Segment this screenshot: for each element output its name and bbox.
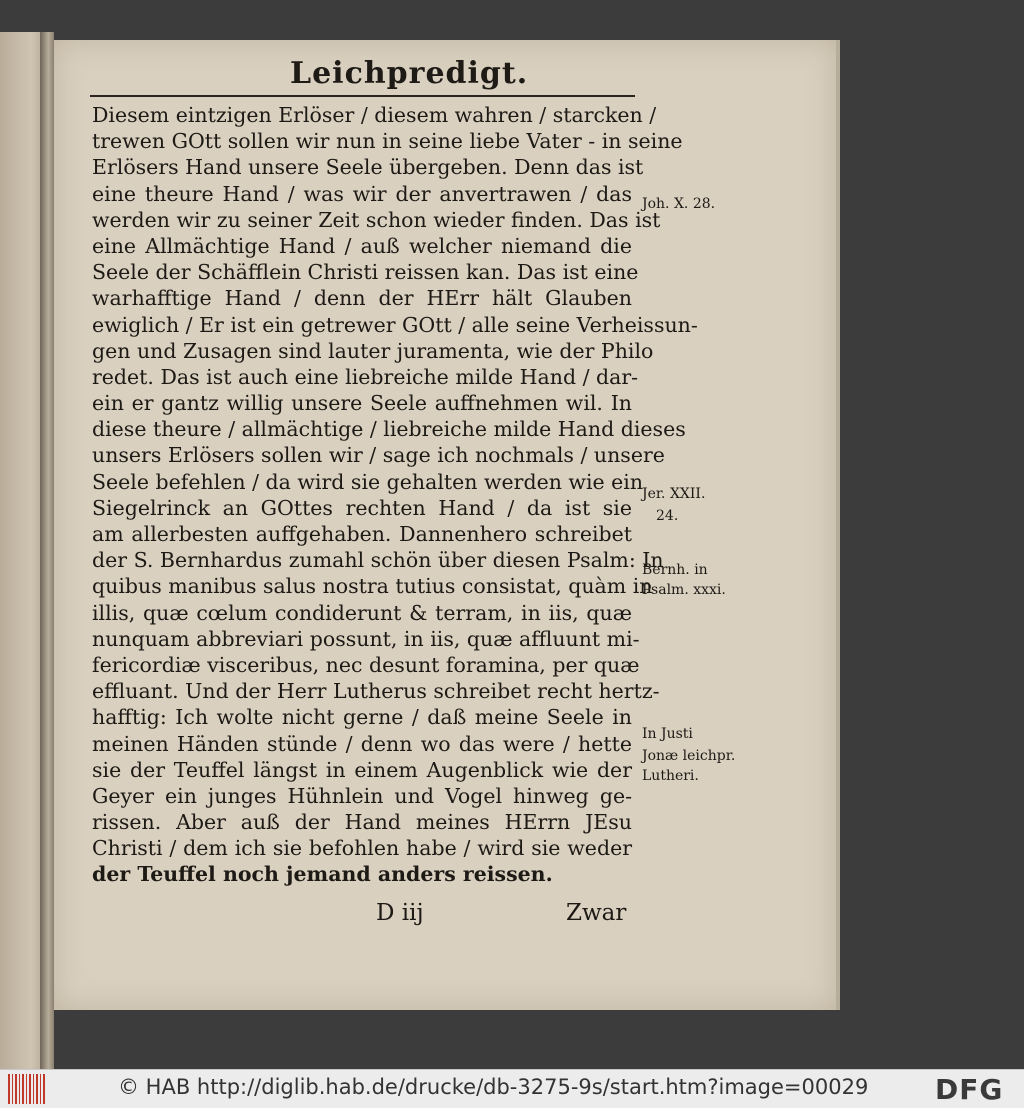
text-line: Siegelrinck an GOttes rechten Hand / da ist sie xyxy=(92,495,632,520)
text-line: rissen. Aber auß der Hand meines HErrn JEsu xyxy=(92,810,632,835)
text-line: Seele befehlen / da wird sie gehalten werden wie ein xyxy=(92,469,644,494)
text-line: redet. Das ist auch eine liebreiche milde Hand / dar- xyxy=(92,364,639,389)
footer-bar xyxy=(0,1069,1024,1108)
text-line: meinen Händen stünde / denn wo das were / hette xyxy=(92,731,632,756)
margin-note: Bernh. in xyxy=(642,562,708,578)
text-line: quibus manibus salus nostra tutius consistat, quàm in xyxy=(92,574,653,599)
text-line: trewen GOtt sollen wir nun in seine liebe Vater - in seine xyxy=(92,129,683,154)
text-line: Diesem eintzigen Erlöser / diesem wahren / starcken / xyxy=(92,103,657,127)
page-edge xyxy=(836,40,840,1010)
barcode-icon xyxy=(8,1074,46,1104)
copyright-link[interactable]: © HAB http://diglib.hab.de/drucke/db-3275-9s/start.htm?image=00029 xyxy=(118,1075,869,1099)
catchword: Zwar xyxy=(566,900,627,926)
text-line: fericordiæ visceribus, nec desunt foramina, per quæ xyxy=(92,652,640,677)
text-line: der S. Bernhardus zumahl schön über diesen Psalm: In xyxy=(92,548,664,573)
text-line: eine theure Hand / was wir der anvertrawen / das xyxy=(92,181,632,206)
text-line: hafftig: Ich wolte nicht gerne / daß meine Seele in xyxy=(92,705,632,730)
text-line: warhafftige Hand / denn der HErr hält Glauben xyxy=(92,286,632,311)
text-line: der Teuffel noch jemand anders reissen. xyxy=(92,862,553,887)
margin-note: Jonæ leichpr. xyxy=(642,748,736,764)
margin-note: Jer. XXII. xyxy=(642,486,706,502)
dfg-logo: DFG xyxy=(935,1073,1004,1106)
running-head: Leichpredigt. xyxy=(290,56,529,91)
text-line: gen und Zusagen sind lauter juramenta, wie der Philo xyxy=(92,338,654,363)
margin-note: Joh. X. 28. xyxy=(642,196,716,212)
text-line: unsers Erlösers sollen wir / sage ich nochmals / unsere xyxy=(92,443,665,468)
header-rule xyxy=(90,95,635,97)
text-line: ein er gantz willig unsere Seele auffnehmen wil. In xyxy=(92,391,632,416)
text-line: Seele der Schäfflein Christi reissen kan. Das ist eine xyxy=(92,260,639,285)
text-line: ewiglich / Er ist ein getrewer GOtt / alle seine Verheissun- xyxy=(92,312,698,337)
margin-note: Psalm. xxxi. xyxy=(642,582,726,598)
margin-note: 24. xyxy=(656,508,679,524)
text-line: effluant. Und der Herr Lutherus schreibet recht hertz- xyxy=(92,679,660,704)
text-line: Geyer ein junges Hühnlein und Vogel hinweg ge- xyxy=(92,783,632,808)
text-line: illis, quæ cœlum condiderunt & terram, in iis, quæ xyxy=(92,600,632,625)
text-line: Christi / dem ich sie befohlen habe / wird sie weder xyxy=(92,836,632,861)
text-line: am allerbesten auffgehaben. Dannenhero schreibet xyxy=(92,522,632,546)
text-line: eine Allmächtige Hand / auß welcher niemand die xyxy=(92,233,632,258)
margin-note: In Justi xyxy=(642,726,693,742)
text-line: Erlösers Hand unsere Seele übergeben. Denn das ist xyxy=(92,155,644,180)
text-line: sie der Teuffel längst in einem Augenblick wie der xyxy=(92,757,632,782)
signature-mark: D iij xyxy=(376,900,424,926)
text-line: werden wir zu seiner Zeit schon wieder finden. Das ist xyxy=(92,207,661,232)
text-line: nunquam abbreviari possunt, in iis, quæ affluunt mi- xyxy=(92,626,640,651)
margin-note: Lutheri. xyxy=(642,768,699,784)
text-line: diese theure / allmächtige / liebreiche milde Hand dieses xyxy=(92,417,686,442)
book-spine xyxy=(40,32,54,1069)
